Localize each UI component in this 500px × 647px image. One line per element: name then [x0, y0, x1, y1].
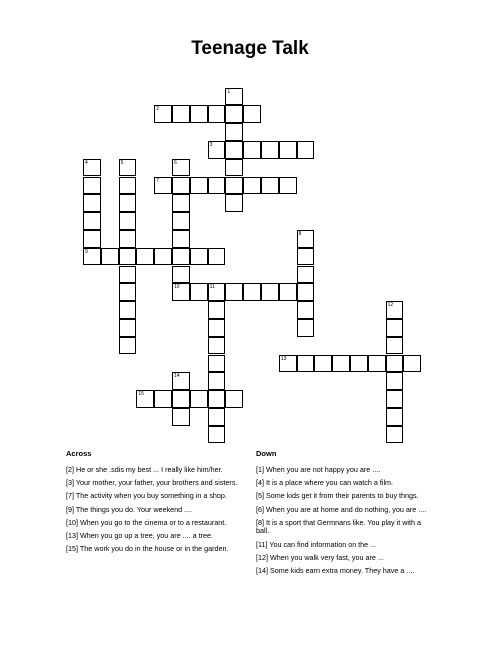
grid-cell[interactable] [172, 266, 190, 284]
grid-cell[interactable] [225, 390, 243, 408]
grid-cell[interactable] [225, 159, 243, 177]
grid-cell[interactable] [261, 141, 279, 159]
across-clue: [10] When you go to the cinema or to a restaurant. [66, 517, 227, 527]
grid-cell[interactable] [172, 105, 190, 123]
grid-cell[interactable] [350, 355, 368, 373]
grid-cell[interactable] [190, 390, 208, 408]
down-heading: Down [256, 449, 277, 458]
grid-cell[interactable] [403, 355, 421, 373]
grid-cell[interactable] [83, 212, 101, 230]
grid-cell[interactable] [154, 105, 172, 123]
clue-number: 9 [85, 248, 88, 255]
grid-cell[interactable] [297, 266, 315, 284]
grid-cell[interactable] [119, 159, 137, 177]
clue-number: 11 [209, 284, 215, 291]
grid-cell[interactable] [386, 408, 404, 426]
clue-number: 14 [174, 373, 180, 380]
grid-cell[interactable] [172, 194, 190, 212]
grid-cell[interactable] [172, 408, 190, 426]
grid-cell[interactable] [225, 177, 243, 195]
grid-cell[interactable] [119, 319, 137, 337]
grid-cell[interactable] [386, 319, 404, 337]
grid-cell[interactable] [225, 194, 243, 212]
grid-cell[interactable] [208, 337, 226, 355]
grid-cell[interactable] [208, 248, 226, 266]
grid-cell[interactable] [297, 141, 315, 159]
down-clue: [8] It is a sport that Germnans like. You play it with a ball. [256, 517, 422, 536]
down-clue-list [256, 466, 434, 580]
grid-cell[interactable] [297, 319, 315, 337]
grid-cell[interactable] [190, 105, 208, 123]
clue-number: 3 [209, 141, 213, 148]
clue-number: 1 [227, 88, 231, 95]
grid-cell[interactable] [279, 141, 297, 159]
down-clue: [14] Some kids earn extra money. They have a .... [256, 565, 415, 575]
grid-cell[interactable] [314, 355, 332, 373]
across-clue: [7] The activity when you buy something in a shop. [66, 491, 227, 501]
grid-cell[interactable] [386, 372, 404, 390]
across-clue: [3] Your mother, your father, your brothers and sisters. [66, 478, 238, 488]
clue-number: 12 [387, 302, 394, 309]
clue-number: 7 [156, 177, 159, 184]
grid-cell[interactable] [190, 177, 208, 195]
grid-cell[interactable] [332, 355, 350, 373]
grid-cell[interactable] [243, 105, 261, 123]
grid-cell[interactable] [172, 230, 190, 248]
grid-cell[interactable] [83, 194, 101, 212]
grid-cell[interactable] [225, 123, 243, 141]
grid-cell[interactable] [386, 390, 404, 408]
grid-cell[interactable] [119, 337, 137, 355]
grid-cell[interactable] [261, 283, 279, 301]
grid-cell[interactable] [225, 141, 243, 159]
grid-cell[interactable] [119, 248, 137, 266]
clue-number: 10 [174, 284, 180, 291]
grid-cell[interactable] [208, 319, 226, 337]
grid-cell[interactable] [154, 248, 172, 266]
grid-cell[interactable] [172, 177, 190, 195]
clue-number: 8 [298, 230, 302, 237]
grid-cell[interactable] [261, 177, 279, 195]
grid-cell[interactable] [368, 355, 386, 373]
grid-cell[interactable] [172, 372, 190, 390]
down-clue: [6] When you are at home and do nothing, you are .... [256, 504, 427, 514]
grid-cell[interactable] [208, 301, 226, 319]
grid-cell[interactable] [297, 301, 315, 319]
grid-cell[interactable] [225, 105, 243, 123]
clue-number: 5 [120, 159, 124, 166]
grid-cell[interactable] [297, 283, 315, 301]
across-clue: [9] The things you do. Your weekend .... [66, 504, 193, 514]
grid-cell[interactable] [208, 426, 226, 444]
clue-number: 4 [85, 159, 88, 166]
grid-cell[interactable] [386, 337, 404, 355]
clue-number: 15 [138, 391, 144, 398]
down-clue: [1] When you are not happy you are .... [256, 465, 381, 474]
grid-cell[interactable] [279, 177, 297, 195]
grid-cell[interactable] [119, 177, 137, 195]
grid-cell[interactable] [119, 230, 137, 248]
grid-cell[interactable] [154, 390, 172, 408]
clue-number: 6 [174, 159, 177, 166]
across-clue: [15] The work you do in the house or in the garden. [66, 544, 229, 554]
down-clue: [11] You can find information on the ... [256, 539, 377, 549]
grid-cell[interactable] [172, 248, 190, 266]
grid-cell[interactable] [154, 177, 172, 195]
grid-cell[interactable] [172, 390, 190, 408]
across-clue: [2] He or she .sdis my best ... I really like him/her. [66, 465, 223, 474]
grid-cell[interactable] [119, 266, 137, 284]
grid-cell[interactable] [279, 283, 297, 301]
grid-cell[interactable] [243, 177, 261, 195]
grid-cell[interactable] [208, 177, 226, 195]
grid-cell[interactable] [83, 177, 101, 195]
across-clue-list [66, 466, 244, 558]
clue-number: 2 [156, 106, 159, 113]
grid-cell[interactable] [297, 230, 315, 248]
grid-cell[interactable] [119, 212, 137, 230]
grid-cell[interactable] [119, 283, 137, 301]
grid-cell[interactable] [172, 283, 190, 301]
across-heading: Across [66, 449, 92, 458]
grid-cell[interactable] [225, 283, 243, 301]
grid-cell[interactable] [386, 301, 404, 319]
grid-cell[interactable] [279, 355, 297, 373]
grid-cell[interactable] [136, 390, 154, 408]
puzzle-title: Teenage Talk [191, 38, 309, 59]
down-clue: [4] It is a place where you can watch a film. [256, 478, 394, 488]
grid-cell[interactable] [83, 230, 101, 248]
grid-cell[interactable] [172, 159, 190, 177]
grid-cell[interactable] [225, 88, 243, 106]
grid-cell[interactable] [297, 355, 315, 373]
grid-cell[interactable] [190, 283, 208, 301]
grid-cell[interactable] [83, 248, 101, 266]
grid-cell[interactable] [101, 248, 119, 266]
grid-cell[interactable] [172, 212, 190, 230]
across-clue: [13] When you go up a tree, you are .... a tree. [66, 530, 214, 540]
grid-cell[interactable] [208, 408, 226, 426]
grid-cell[interactable] [386, 426, 404, 444]
down-clue: [12] When you walk very fast, you are ... [256, 552, 384, 562]
grid-cell[interactable] [208, 355, 226, 373]
clue-number: 13 [280, 355, 287, 362]
grid-cell[interactable] [136, 248, 154, 266]
grid-cell[interactable] [208, 390, 226, 408]
grid-cell[interactable] [190, 248, 208, 266]
grid-cell[interactable] [208, 372, 226, 390]
grid-cell[interactable] [208, 105, 226, 123]
grid-cell[interactable] [243, 141, 261, 159]
grid-cell[interactable] [83, 159, 101, 177]
grid-cell[interactable] [208, 141, 226, 159]
grid-cell[interactable] [119, 194, 137, 212]
grid-cell[interactable] [243, 283, 261, 301]
grid-cell[interactable] [208, 283, 226, 301]
down-clue: [5] Some kids get it from their parents to buy thngs. [256, 491, 419, 501]
grid-cell[interactable] [386, 355, 404, 373]
grid-cell[interactable] [297, 248, 315, 266]
grid-cell[interactable] [119, 301, 137, 319]
